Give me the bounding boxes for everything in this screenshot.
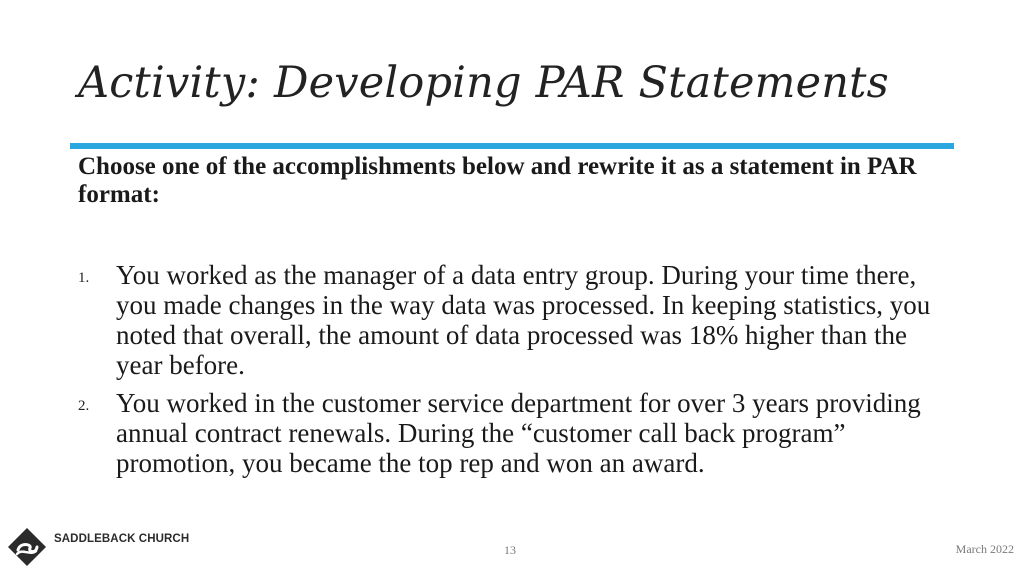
logo-text: SADDLEBACK CHURCH (54, 533, 190, 545)
list-item-number: 1. (78, 270, 90, 286)
slide-title: Activity: Developing PAR Statements (78, 58, 889, 108)
saddleback-logo-icon (6, 526, 48, 568)
accomplishment-list (78, 260, 958, 486)
footer-logo (6, 526, 189, 568)
instruction-text: Choose one of the accomplishments below and rewrite it as a statement in PAR format: (78, 153, 917, 208)
footer-date: March 2022 (955, 542, 1014, 556)
list-item (78, 260, 958, 380)
list-item-text: You worked as the manager of a data entry group. During your time there, you made changes in the way data was processed. In keeping statistics, you noted that overall, the amount of data processed was 18% higher than the year before. (116, 260, 931, 380)
list-item-number: 2. (78, 398, 90, 414)
page-number: 13 (504, 543, 516, 557)
list-item-text: You worked in the customer service department for over 3 years providing annual contract renewals. During the “customer call back program” promotion, you became the top rep and won an award. (116, 388, 921, 478)
title-divider (70, 143, 954, 149)
list-item (78, 388, 958, 478)
